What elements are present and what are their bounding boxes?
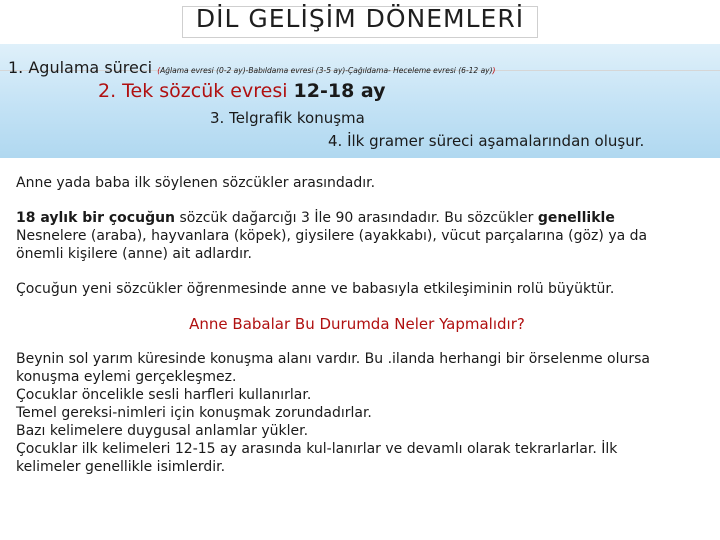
- paragraph-2-bold-2: genellikle: [537, 210, 615, 226]
- stage-1-paren-close: ): [492, 66, 496, 75]
- list-line-6: Çocuklar ilk kelimeleri 12-15 ay arasında kul-lanırlar ve devamlı olarak tekrarlarlar. İlk: [16, 441, 618, 457]
- list-line-7: kelimeler genellikle isimlerdir.: [16, 459, 226, 475]
- paragraph-2-line-2: Nesnelere (araba), hayvanlara (köpek), giysilere (ayakkabı), vücut parçalarına (göz) ya da: [16, 228, 648, 244]
- paragraph-2-line-1: [16, 209, 716, 227]
- list-line-5: Bazı kelimelere duygusal anlamlar yükler.: [16, 423, 309, 439]
- stage-4: 4. İlk gramer süreci aşamalarından oluşur.: [328, 132, 645, 150]
- page-title: DİL GELİŞİM DÖNEMLERİ: [195, 4, 525, 33]
- stage-1-paren-open: (: [157, 66, 161, 75]
- stage-1-detail-text: Ağlama evresi (0-2 ay)-Babıldama evresi (3-5 ay)-Çağıldama- Heceleme evresi (6-12 ay): [160, 66, 493, 75]
- paragraph-2-line-3: önemli kişilere (anne) ait adlardır.: [16, 246, 252, 262]
- paragraph-3: Çocuğun yeni sözcükler öğrenmesinde anne ve babasıyla etkileşiminin rolü büyüktür.: [16, 281, 615, 297]
- list-line-4: Temel gereksi-nimleri için konuşmak zorundadırlar.: [16, 405, 372, 421]
- stage-2-range: 12-18 ay: [293, 80, 386, 102]
- paragraph-2-text: sözcük dağarcığı 3 İle 90 arasındadır. Bu sözcükler: [175, 210, 538, 226]
- list-line-3: Çocuklar öncelikle sesli harfleri kullanırlar.: [16, 387, 312, 403]
- stage-1-detail: [157, 66, 495, 75]
- stage-2-label: 2. Tek sözcük evresi: [98, 80, 288, 102]
- paragraph-2-bold: 18 aylık bir çocuğun: [16, 210, 176, 226]
- paragraph-1: Anne yada baba ilk söylenen sözcükler arasındadır.: [16, 175, 376, 191]
- list-line-2: konuşma eylemi gerçekleşmez.: [16, 369, 237, 385]
- stage-1-label: 1. Agulama süreci: [8, 58, 153, 77]
- body-text: [16, 174, 716, 476]
- title-area: [0, 0, 720, 44]
- section-heading: Anne Babalar Bu Durumda Neler Yapmalıdır?: [189, 315, 525, 333]
- stage-1: [8, 58, 495, 77]
- stage-2: [98, 80, 386, 102]
- stage-3: 3. Telgrafik konuşma: [210, 109, 365, 127]
- list-line-1: Beynin sol yarım küresinde konuşma alanı vardır. Bu .ilanda herhangi bir örselenme olursa: [16, 351, 650, 367]
